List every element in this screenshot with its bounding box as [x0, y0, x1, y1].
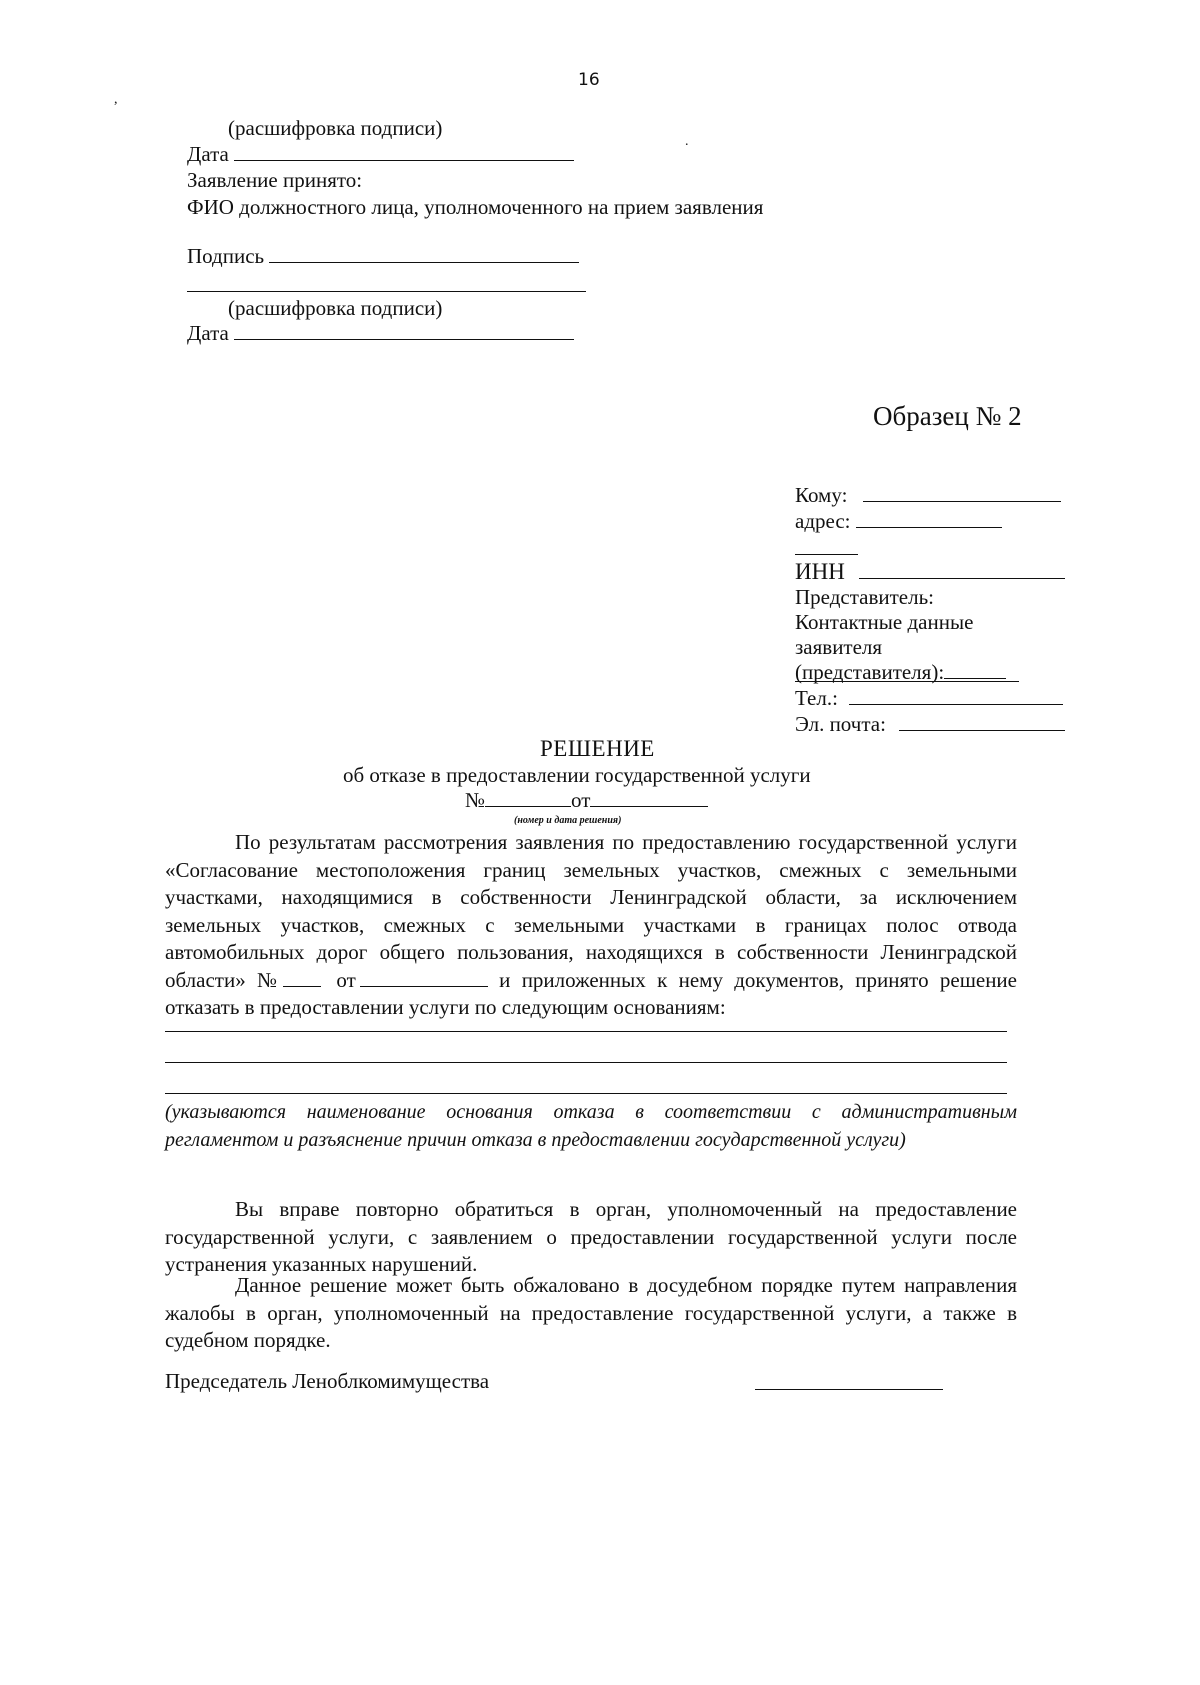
date-field-1[interactable] [234, 159, 574, 161]
paragraph-results-text: По результатам рассмотрения заявления по предоставлению государственной услуги «Согласование местоположения границ земельных участков, смежных с земельными участками, находящимися в собственности Ленинградской области, за исключением земельных участков, смежных с земельными участками в границах полос отвода автомобильных дорог общего пользования, находящихся в собственности Ленинградской области» № [165, 830, 1017, 992]
decision-from-label: от [571, 788, 591, 812]
refusal-note: (указываются наименование основания отказа в соответствии с административным регламентом и разъяснение причин отказа в предоставлении государственной услуги) [165, 1101, 1017, 1151]
sample-label: Образец № 2 [873, 401, 1022, 431]
recipient-contact-label-1: Контактные данные [795, 610, 974, 634]
paragraph-appeal: Данное решение может быть обжаловано в досудебном порядке путем направления жалобы в орган, уполномоченный на предоставление государственной услуги, а также в судебном порядке. [165, 1273, 1017, 1352]
signature-row [187, 244, 579, 269]
decision-date-field[interactable] [590, 805, 708, 807]
signature-decode-label-1: (расшифровка подписи) [228, 116, 443, 140]
refusal-reason-line-3[interactable] [165, 1093, 1007, 1094]
page-number: 16 [578, 70, 600, 90]
signature-label: Подпись [187, 244, 265, 268]
recipient-phone-row [795, 686, 1063, 711]
decision-subtitle: об отказе в предоставлении государственной услуги [343, 763, 811, 787]
recipient-address-label: адрес: [795, 509, 851, 533]
recipient-inn-field[interactable] [859, 577, 1065, 579]
recipient-to-label: Кому: [795, 483, 848, 507]
recipient-email-label: Эл. почта: [795, 712, 886, 736]
recipient-address-line-2[interactable] [795, 554, 858, 555]
decision-number-row [465, 788, 708, 813]
signature-field[interactable] [269, 261, 579, 263]
signature-decode-line[interactable] [187, 291, 586, 292]
recipient-to-row [795, 483, 1061, 508]
scan-dot: . [685, 134, 689, 149]
paragraph-reapply: Вы вправе повторно обратиться в орган, уполномоченный на предоставление государственной услуги, с заявлением о предоставлении государственной услуги после устранения указанных нарушений. [165, 1197, 1017, 1276]
chairman-label: Председатель Леноблкомимущества [165, 1369, 490, 1393]
recipient-contact-label-3-text: (представителя): [795, 660, 945, 684]
paragraph-results [165, 829, 1017, 1022]
application-date-field[interactable] [360, 985, 488, 987]
recipient-inn-label: ИНН [795, 559, 845, 584]
recipient-address-row [795, 509, 1002, 534]
recipient-email-row [795, 712, 1065, 737]
date-row-2 [187, 321, 574, 346]
recipient-contact-label-2: заявителя [795, 635, 883, 659]
recipient-contact-underline [795, 681, 1019, 682]
decision-number-label: № [465, 788, 486, 812]
application-accepted-label: Заявление принято: [187, 168, 363, 192]
signature-decode-label-2: (расшифровка подписи) [228, 296, 443, 320]
application-from-label: от [336, 967, 356, 992]
recipient-email-field[interactable] [899, 729, 1065, 731]
official-name-label: ФИО должностного лица, уполномоченного на прием заявления [187, 195, 764, 219]
date-row-1 [187, 142, 574, 167]
chairman-signature-line[interactable] [755, 1389, 943, 1390]
decision-title: РЕШЕНИЕ [540, 736, 655, 761]
paragraph-results-tail: и приложенных к нему документов, принято решение отказать в предоставлении услуги по следующим основаниям: [165, 967, 1017, 1019]
recipient-address-field[interactable] [856, 526, 1002, 528]
date-label-2: Дата [187, 321, 229, 345]
recipient-representative-label: Представитель: [795, 585, 935, 609]
scan-speck: , [114, 92, 118, 107]
date-label-1: Дата [187, 142, 229, 166]
recipient-to-field[interactable] [863, 500, 1061, 502]
decision-number-field[interactable] [485, 805, 571, 807]
date-field-2[interactable] [234, 338, 574, 340]
refusal-reason-line-1[interactable] [165, 1031, 1007, 1032]
refusal-reason-line-2[interactable] [165, 1062, 1007, 1063]
recipient-contact-field[interactable] [944, 677, 1006, 679]
decision-number-caption: (номер и дата решения) [514, 815, 622, 826]
application-number-field[interactable] [283, 985, 321, 987]
recipient-inn-row [795, 559, 1065, 585]
recipient-phone-label: Тел.: [795, 686, 838, 710]
recipient-phone-field[interactable] [849, 703, 1063, 705]
